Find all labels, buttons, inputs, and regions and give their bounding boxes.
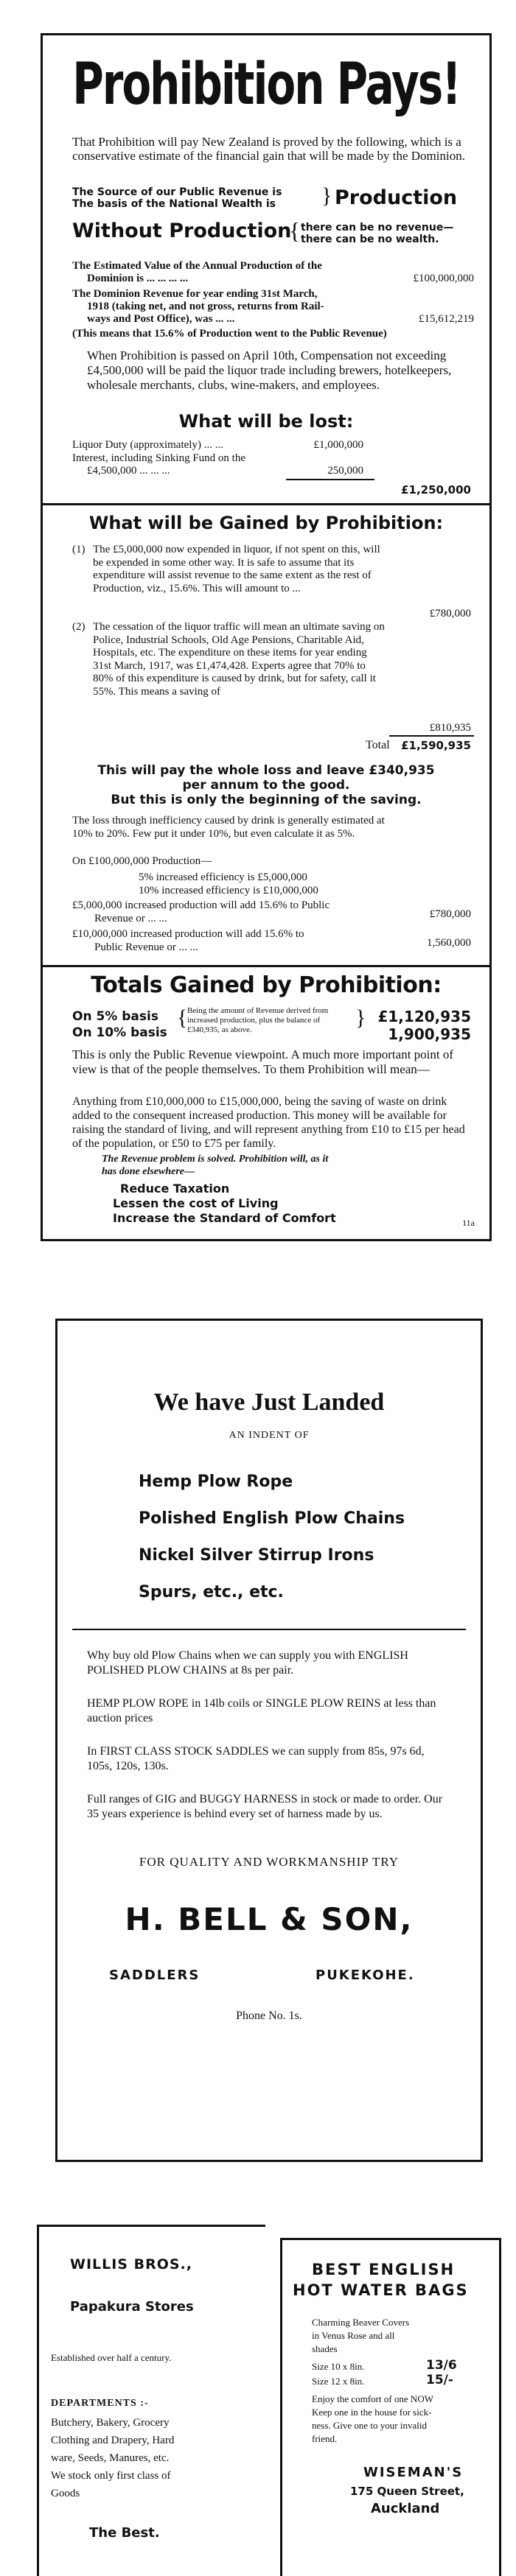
- lost-total: £1,250,000: [401, 483, 471, 496]
- production-word: Production: [335, 186, 458, 209]
- dept-line-4: We stock only first class of: [51, 2470, 171, 2482]
- lost-1-label: Liquor Duty (approximately) ... ...: [72, 439, 223, 451]
- basis-10-label: On 10% basis: [72, 1025, 167, 1040]
- totals-heading: Totals Gained by Prohibition:: [91, 972, 442, 998]
- revenue-note: (This means that 15.6% of Production went to the Public Revenue): [72, 328, 387, 340]
- no-revenue: there can be no revenue—: [301, 222, 454, 234]
- efficiency-5: 5% increased efficiency is £5,000,000: [139, 871, 307, 883]
- revenue-solved-1: The Revenue problem is solved. Prohibition will, as it: [102, 1154, 329, 1165]
- lost-2-label-2: £4,500,000 ... ... ...: [87, 465, 170, 477]
- pay-line-2: per annum to the good.: [182, 778, 350, 793]
- pay-line-1: This will pay the whole loss and leave £340,935: [97, 763, 435, 778]
- increase-5-value: £780,000: [429, 908, 471, 920]
- desc-2: in Venus Rose and all: [312, 2330, 395, 2341]
- revenue-label-2: 1918 (taking net, and not gross, returns from Rail-: [87, 301, 324, 312]
- production-head: On £100,000,000 Production—: [72, 855, 212, 867]
- revenue-row: [72, 288, 474, 326]
- estimated-row: [72, 260, 474, 285]
- lessen-cost: Lessen the cost of Living: [113, 1196, 279, 1210]
- gain-1-text: The £5,000,000 now expended in liquor, if not spent on this, will be expended in some other way. It is safe to assume that its expenditure will assist revenue to the same extent as the rest of Production, viz., 15.6%. This will amount to ...: [93, 544, 380, 594]
- lost-1-value: £1,000,000: [313, 439, 363, 451]
- willis-bros-advertisement: [37, 2225, 265, 2576]
- intro-paragraph: That Prohibition will pay New Zealand is proved by the following, which is a conservative estimate of the financial gain that will be made by the Dominion.: [72, 135, 465, 163]
- public-view: This is only the Public Revenue viewpoint. A much more important point of view is that of the people themselves. To them Prohibition will mean—: [72, 1047, 454, 1076]
- basis-10-value: 1,900,935: [388, 1025, 471, 1043]
- basis-5-value: £1,120,935: [377, 1008, 471, 1025]
- price-2: 15/-: [426, 2373, 453, 2387]
- ad2-rule: [72, 1629, 466, 1630]
- size-2: Size 12 x 8in.: [312, 2376, 365, 2387]
- gain-2-num: (2): [72, 621, 86, 633]
- firm-name: H. BELL & SON,: [125, 1901, 414, 1937]
- price-1: 13/6: [426, 2358, 457, 2373]
- lost-row-2: [72, 452, 474, 477]
- increase-10-value: 1,560,000: [427, 937, 471, 949]
- lost-rule: [286, 479, 374, 480]
- departments-heading: DEPARTMENTS :-: [51, 2398, 149, 2409]
- lost-2-value: 250,000: [327, 465, 363, 477]
- enjoy-2: Keep one in the house for sick-: [312, 2407, 432, 2418]
- dept-line-5: Goods: [51, 2488, 80, 2499]
- increase-5-line-1: £5,000,000 increased production will add 15.6% to Public: [72, 899, 330, 911]
- ad-title: Prohibition Pays!: [72, 50, 460, 118]
- harness-paragraph: Full ranges of GIG and BUGGY HARNESS in stock or made to order. Our 35 years experience is behind every set of harness made by us.: [87, 1793, 443, 1820]
- lost-heading: What will be lost:: [178, 411, 354, 432]
- reduce-taxation: Reduce Taxation: [120, 1182, 230, 1196]
- increase-comfort: Increase the Standard of Comfort: [113, 1211, 336, 1225]
- saddles-paragraph: In FIRST CLASS STOCK SADDLES we can supply from 85s, 97s 6d, 105s, 120s, 130s.: [87, 1745, 425, 1772]
- estimated-label-2: Dominion is ... ... ... ...: [87, 273, 189, 284]
- estimated-label-1: The Estimated Value of the Annual Production of the: [72, 260, 322, 272]
- seller-city: Auckland: [371, 2501, 440, 2516]
- loss-text: The loss through inefficiency caused by drink is generally estimated at 10% to 20%. Few put it under 10%, but even calculate it as 5%.: [72, 815, 385, 840]
- total-label: Total: [366, 739, 390, 751]
- wisemans-advertisement: [280, 2238, 501, 2576]
- desc-3: shades: [312, 2343, 338, 2354]
- quality-line: FOR QUALITY AND WORKMANSHIP TRY: [139, 1855, 400, 1869]
- totals-rule: [43, 965, 489, 967]
- section-rule: [43, 503, 489, 505]
- town-label: PUKEKOHE.: [315, 1968, 415, 1983]
- increase-10-line-2: Public Revenue or ... ...: [94, 941, 198, 953]
- gain-2-value: £810,935: [429, 722, 471, 734]
- when-paragraph: When Prohibition is passed on April 10th, Compensation not exceeding £4,500,000 will be paid the liquor trade including brewers, hotelkeepers, wholesale merchants, clubs, wine-makers, and employees.: [87, 348, 452, 392]
- established-line: Established over half a century.: [51, 2352, 172, 2363]
- dept-line-2: Clothing and Drapery, Hard: [51, 2435, 175, 2446]
- ad-code: 11a: [462, 1218, 475, 1228]
- revenue-label-3: ways and Post Office), was ... ...: [87, 313, 235, 325]
- dept-line-3: ware, Seeds, Manures, etc.: [51, 2452, 170, 2464]
- gain-1-value: £780,000: [429, 608, 471, 620]
- phone-number: Phone No. 1s.: [236, 2010, 302, 2022]
- brace-2: {: [289, 217, 301, 244]
- basis-line: The basis of the National Wealth is: [72, 198, 276, 210]
- total-value: £1,590,935: [401, 739, 471, 752]
- size-1: Size 10 x 8in.: [312, 2361, 365, 2372]
- indent-label: AN INDENT OF: [229, 1430, 310, 1441]
- estimated-value: £100,000,000: [413, 273, 474, 284]
- without-production: Without Production: [72, 220, 292, 242]
- revenue-label-1: The Dominion Revenue for year ending 31st March,: [72, 288, 318, 300]
- dept-line-1: Butchery, Bakery, Grocery: [51, 2417, 170, 2429]
- basis-5-label: On 5% basis: [72, 1009, 158, 1024]
- revenue-solved-2: has done elsewhere—: [102, 1166, 195, 1177]
- seller-name: WISEMAN'S: [363, 2465, 464, 2480]
- increase-10-line-1: £10,000,000 increased production will add 15.6% to: [72, 928, 304, 940]
- brace-1: }: [321, 183, 332, 208]
- rope-paragraph: HEMP PLOW ROPE in 14lb coils or SINGLE PLOW REINS at less than auction prices: [87, 1697, 436, 1724]
- gained-heading: What will be Gained by Prohibition:: [88, 513, 444, 533]
- item-stirrup-irons: Nickel Silver Stirrup Irons: [139, 1546, 374, 1565]
- gain-2-text: The cessation of the liquor traffic will mean an ultimate saving on Police, Industrial Schools, Old Age Pensions, Charitable Aid, Hospitals, etc. The expenditure on these items for year ending 31st March, 1917, was £1,474,428. Experts agree that 70% to 80% of this expenditure is caused by drink, but for safety, call it 55%. This means a saving of: [93, 621, 385, 698]
- the-best: The Best.: [89, 2525, 160, 2541]
- increase-5-line-2: Revenue or ... ...: [94, 913, 167, 924]
- willis-name: WILLIS BROS.,: [70, 2256, 192, 2273]
- basis-note: Being the amount of Revenue derived from increased production, plus the balance of £340,935, as above.: [187, 1006, 329, 1034]
- store-name: Papakura Stores: [70, 2299, 194, 2314]
- chains-paragraph: Why buy old Plow Chains when we can supply you with ENGLISH POLISHED PLOW CHAINS at 8s per pair.: [87, 1649, 408, 1677]
- revenue-value: £15,612,219: [419, 313, 474, 325]
- item-plow-chains: Polished English Plow Chains: [139, 1509, 405, 1528]
- basis-brace: {: [177, 1006, 188, 1030]
- prohibition-advertisement: [41, 33, 492, 1241]
- lost-2-label-1: Interest, including Sinking Fund on the: [72, 452, 245, 464]
- basis-brace-close: }: [355, 1006, 366, 1030]
- enjoy-3: ness. Give one to your invalid: [312, 2420, 427, 2431]
- enjoy-4: friend.: [312, 2433, 338, 2444]
- no-wealth: there can be no wealth.: [301, 234, 439, 245]
- bell-and-son-advertisement: [55, 1319, 483, 2162]
- source-line: The Source of our Public Revenue is: [72, 186, 282, 198]
- desc-1: Charming Beaver Covers: [312, 2317, 410, 2328]
- best-english: BEST ENGLISH: [312, 2261, 456, 2278]
- hot-water-bags: HOT WATER BAGS: [293, 2281, 469, 2299]
- lost-row-1: [72, 439, 474, 452]
- saddlers-label: SADDLERS: [109, 1968, 201, 1983]
- landed-heading: We have Just Landed: [153, 1389, 385, 1416]
- enjoy-1: Enjoy the comfort of one NOW: [312, 2393, 433, 2404]
- item-hemp-rope: Hemp Plow Rope: [139, 1473, 293, 1491]
- item-spurs: Spurs, etc., etc.: [139, 1583, 284, 1601]
- gain-1-num: (1): [72, 544, 86, 555]
- anything-paragraph: Anything from £10,000,000 to £15,000,000, being the saving of waste on drink added to the consequent increased production. This money will be available for raising the standard of living, and will represent anything from £10 to £15 per head of the population, or £50 to £75 per family.: [72, 1095, 465, 1150]
- pay-line-3: But this is only the beginning of the saving.: [111, 793, 422, 807]
- seller-street: 175 Queen Street,: [350, 2485, 464, 2498]
- gain-rule: [389, 735, 474, 737]
- efficiency-10: 10% increased efficiency is £10,000,000: [139, 885, 318, 896]
